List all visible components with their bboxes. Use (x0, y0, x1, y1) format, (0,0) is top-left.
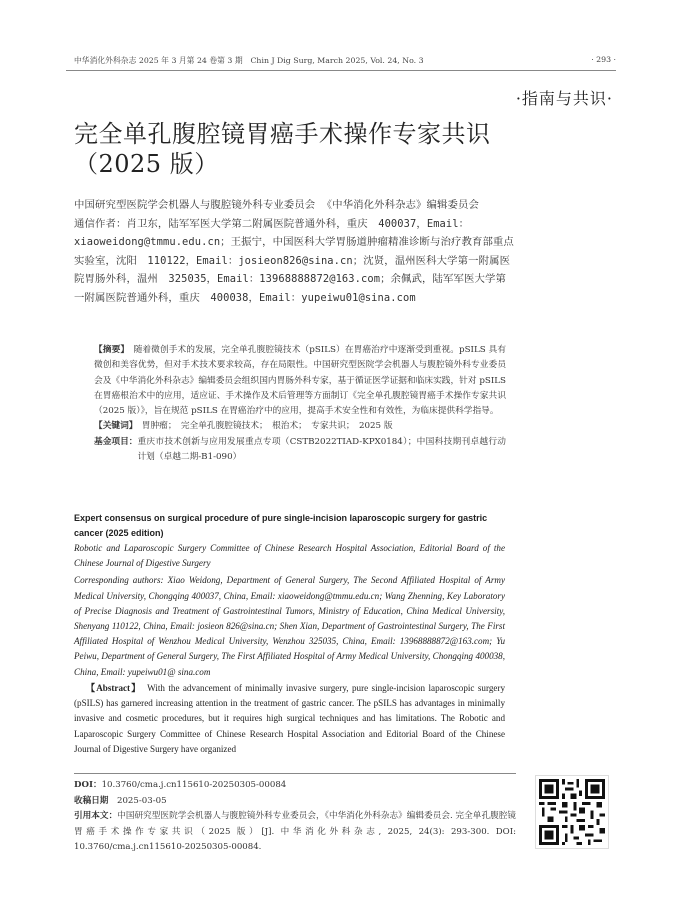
received-date: 2025-03-05 (117, 795, 167, 806)
funding-line (94, 435, 506, 466)
title-line-1: 完全单孔腹腔镜胃癌手术操作专家共识 (74, 120, 491, 148)
abstract-label: 【摘要】 (94, 345, 125, 355)
citation-label: 引用本文： (74, 811, 118, 821)
english-abstract-paragraph (74, 681, 505, 757)
author-block (74, 196, 514, 307)
english-corresponding-authors: Corresponding authors: Xiao Weidong, Department of General Surgery, The Second Affiliated Hospital of Army Medical University, Chongqing 400037, China, Email: xiaoweidong@tmmu.edu.cn; Wang Zhenning, Key Laboratory of Precise Diagnosis and Treatment of Gastrointestinal Tumors, Ministry of Education, China Medical University, Shenyang 110122, China, Email: josieon 826@sina.cn; Shen Xian, Department of Gastrointestinal Surgery, The First Affiliated Hospital of Wenzhou Medical University, Wenzhou 325035, China, Email: 13968888872@163.com; Yu Peiwu, Department of General Surgery, The First Affiliated Hospital of Army Medical University, Chongqing 400038, China, Email: yupeiwu01@ sina.com (74, 575, 505, 677)
keywords-label: 【关键词】 (94, 421, 134, 432)
article-title (74, 119, 544, 179)
funding-label: 基金项目： (94, 436, 138, 447)
doi-label: DOI： (74, 780, 102, 790)
doi-line (74, 778, 516, 794)
english-abstract-label: 【Abstract】 (86, 682, 137, 693)
funding-text: 重庆市技术创新与应用发展重点专项（CSTB2022TIAD-KPX0184）；中国科技期刊卓越行动计划（卓越二期-B1-090） (137, 436, 506, 463)
english-abstract-text: With the advancement of minimally invasive surgery, pure single-incision laparoscopic surgery (pSILS) has garnered increasing attention in the treatment of gastric cancer. The pSILS has advantages in minimally invasive and cosmetic procedures, but it requires high surgical techniques and has limitations. The Robotic and Laparoscopic Surgery Committee of Chinese Research Hospital Association and Editorial Board of the Chinese Journal of Digestive Surgery have organized (74, 682, 505, 755)
running-header (66, 55, 616, 69)
received-label: 收稿日期 (74, 795, 109, 806)
footer-divider (74, 773, 516, 774)
abstract-text: 随着微创手术的发展，完全单孔腹腔镜技术（pSILS）在胃癌治疗中逐渐受到重视。pSILS 具有微创和美容优势，但对手术技术要求较高，存在局限性。中国研究型医院学会机器人与腹腔镜外科专业委员会及《中华消化外科杂志》编辑委员会组织国内胃肠外科专家，基于循证医学证据和临床实践，针对 pSILS 在胃癌根治术中的应用，适应证、手术操作及术后管理等方面制订《完全单孔腹腔镜胃癌手术操作专家共识（2025 版）》，旨在规范 pSILS 在胃癌治疗中的应用，提高手术安全性和有效性，为临床提供科学指导。 (94, 345, 507, 417)
author-organizations: 中国研究型医院学会机器人与腹腔镜外科专业委员会 《中华消化外科杂志》编辑委员会 (74, 199, 479, 211)
corresponding-authors: 通信作者：肖卫东，陆军军医大学第二附属医院普通外科，重庆 400037，Email：xiaoweidong@tmmu.edu.cn；王振宁，中国医科大学胃肠道肿瘤精准诊断与治疗教育部重点实验室，沈阳 110122，Email：josieon826@sina.cn；沈贤，温州医科大学第一附属医院胃肠外科，温州 325035，Email：13968888872@163.com；余佩武，陆军军医大学第一附属医院普通外科，重庆 400038，Email：yupeiwu01@sina.com (74, 217, 514, 304)
header-divider (66, 70, 616, 71)
keywords-line (94, 419, 506, 434)
keywords-text: 胃肿瘤； 完全单孔腹腔镜技术； 根治术； 专家共识； 2025 版 (141, 421, 393, 432)
journal-citation-header: 中华消化外科杂志 2025 年 3 月第 24 卷第 3 期 Chin J Dig Surg, March 2025, Vol. 24, No. 3 (74, 56, 424, 65)
english-title: Expert consensus on surgical procedure of pure single-incision laparoscopic surgery for gastric cancer (2025 edition) (74, 513, 488, 538)
received-line (74, 794, 516, 810)
page-number: · 293 · (591, 55, 616, 64)
title-line-2: （2025 版） (74, 150, 219, 178)
qr-code-icon[interactable] (535, 775, 609, 849)
citation-text: 中国研究型医院学会机器人与腹腔镜外科专业委员会，《中华消化外科杂志》编辑委员会. 完全单孔腹腔镜胃癌手术操作专家共识（2025 版）[J]. 中华消化外科杂志, 2025, 24(3): 293-300. DOI: 10.3760/cma.j.cn115610-20250305-00084. (74, 811, 516, 852)
doi-link[interactable]: 10.3760/cma.j.cn115610-20250305-00084 (101, 780, 287, 790)
section-label: ·指南与共识· (515, 89, 613, 108)
citation-line (74, 809, 516, 856)
english-organizations: Robotic and Laparoscopic Surgery Committee of Chinese Research Hospital Association, Editorial Board of the Chinese Journal of Digestive Surgery (74, 543, 505, 569)
chinese-abstract (94, 343, 506, 465)
english-abstract (74, 511, 505, 757)
abstract-paragraph (94, 343, 506, 419)
article-footer (74, 778, 516, 856)
